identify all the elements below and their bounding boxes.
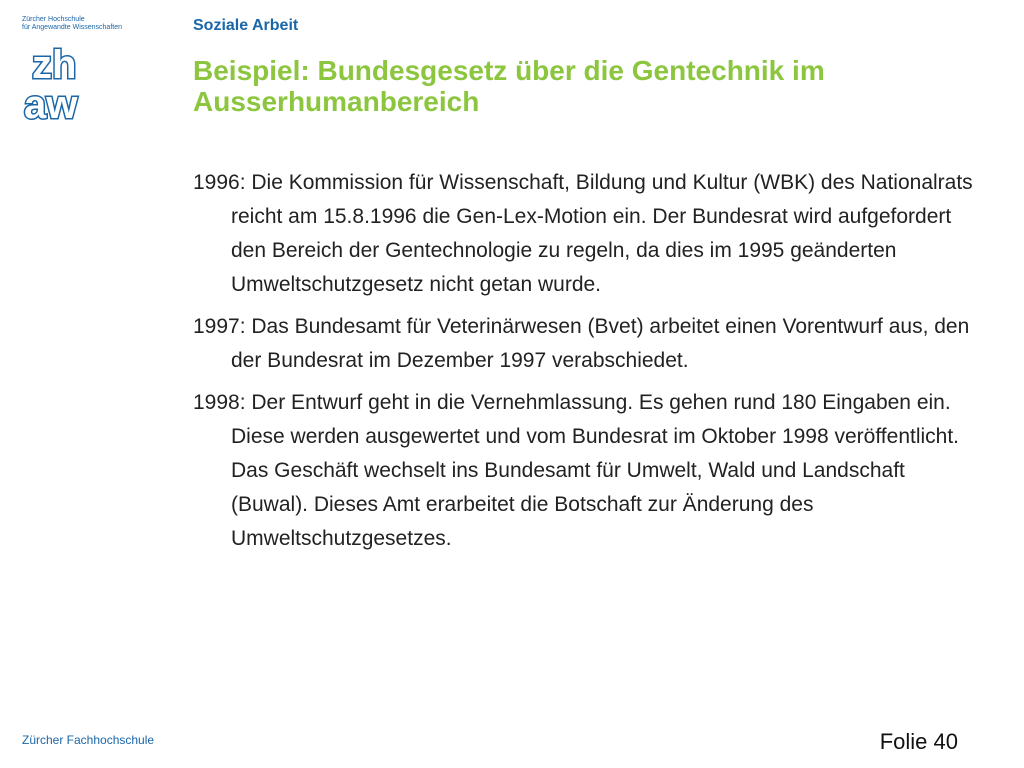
logo-caption-line1: Zürcher Hochschule bbox=[22, 16, 85, 23]
paragraph-1998: 1998: Der Entwurf geht in die Vernehmlassung. Es gehen rund 180 Eingaben ein. Diese werden ausgewertet und vom Bundesrat im Oktober 1998 veröffentlicht. Das Geschäft wechselt ins Bundesamt für Umwelt, Wald und Landschaft (Buwal). Dieses Amt erarbeitet die Botschaft zur Änderung des Umweltschutzgesetzes. bbox=[193, 391, 960, 550]
footer-institution: Zürcher Fachhochschule bbox=[22, 733, 155, 747]
logo-caption-line2: für Angewandte Wissenschaften bbox=[22, 24, 123, 31]
department-label: Soziale Arbeit bbox=[193, 17, 299, 34]
slide-number: Folie 40 bbox=[879, 729, 958, 754]
slide-title: Beispiel: Bundesgesetz über die Gentechnik im Ausserhumanbereich bbox=[193, 55, 825, 117]
logo-text-bottom: aw bbox=[24, 83, 78, 124]
paragraph-1997: 1997: Das Bundesamt für Veterinärwesen (Bvet) arbeitet einen Vorentwurf aus, den der Bundesrat im Dezember 1997 verabschiedet. bbox=[193, 315, 970, 372]
zhaw-logo bbox=[22, 16, 162, 126]
slide-body bbox=[193, 166, 983, 564]
logo-text-top: zh bbox=[32, 43, 77, 87]
zhaw-logo-mark bbox=[22, 40, 102, 124]
logo-caption bbox=[22, 16, 122, 32]
paragraph-1996: 1996: Die Kommission für Wissenschaft, Bildung und Kultur (WBK) des Nationalrats reicht am 15.8.1996 die Gen-Lex-Motion ein. Der Bundesrat wird aufgefordert den Bereich der Gentechnologie zu regeln, da dies im 1995 geänderten Umweltschutzgesetz nicht getan wurde. bbox=[193, 171, 973, 296]
